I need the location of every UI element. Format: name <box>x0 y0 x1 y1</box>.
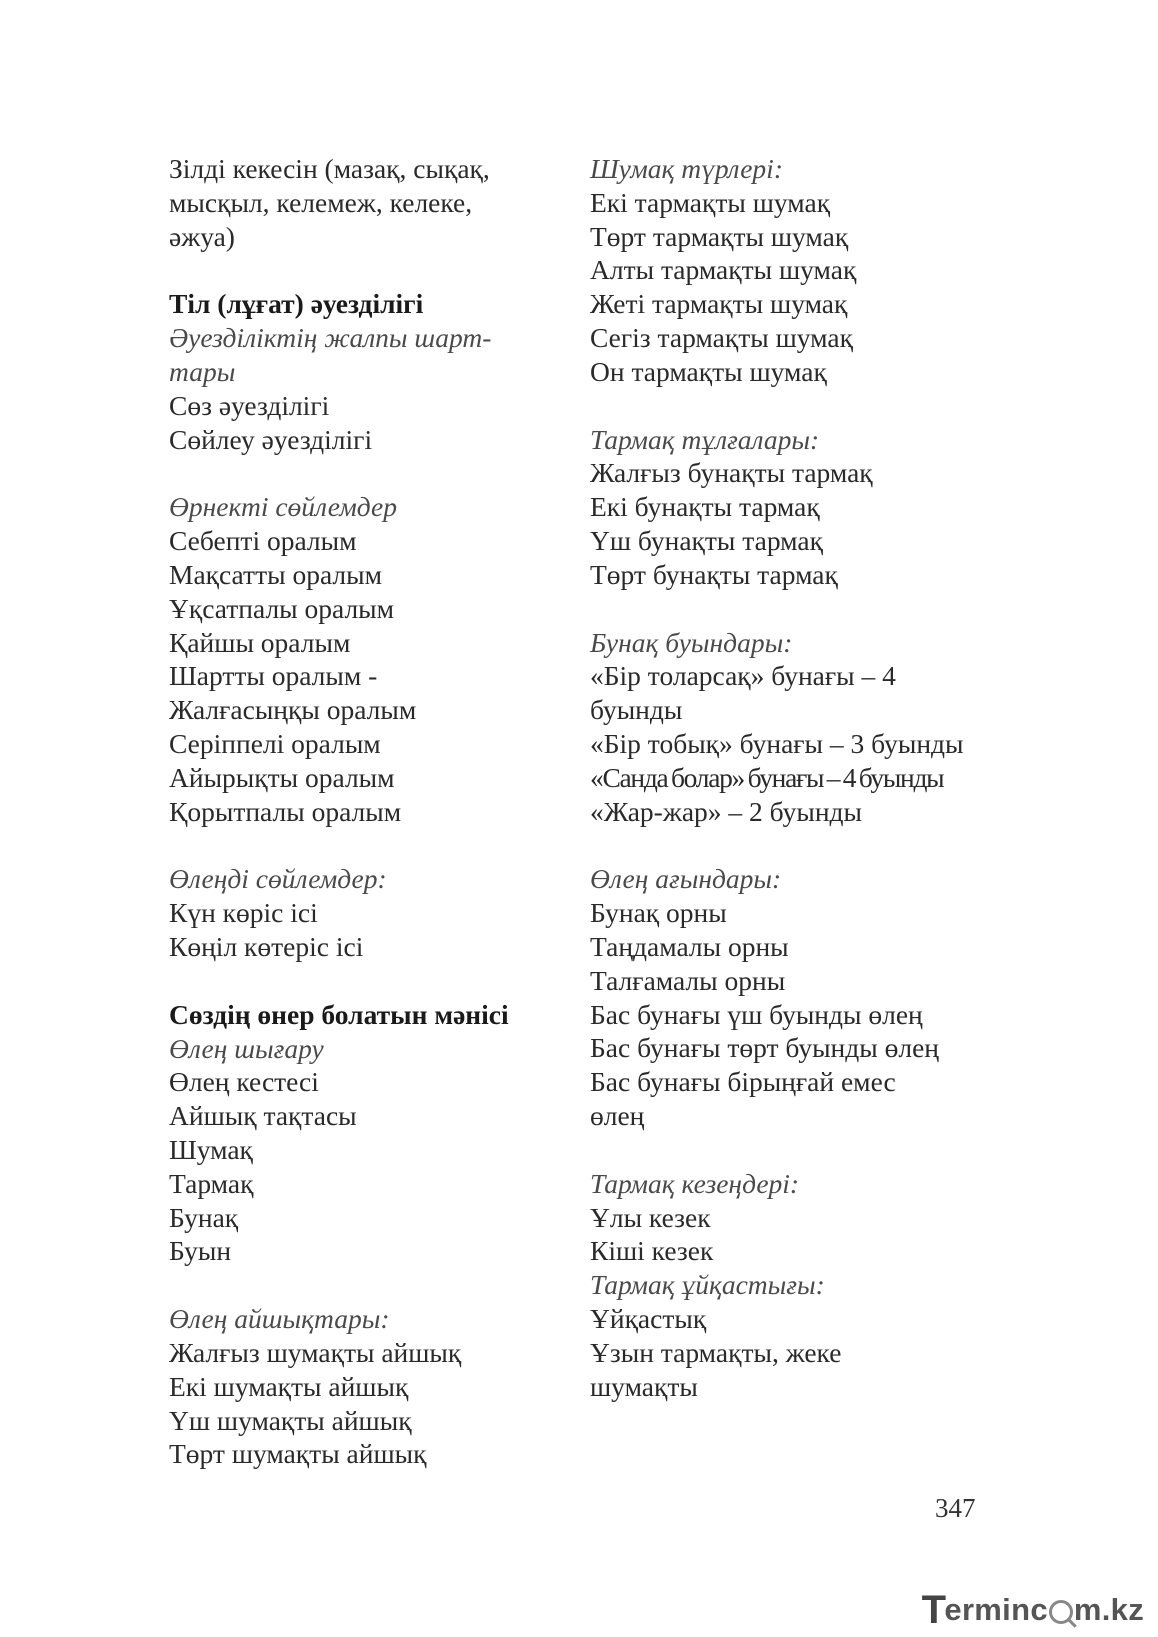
subsection-title: тары <box>169 355 236 387</box>
list-item: Төрт шумақты айшық <box>169 1438 427 1470</box>
list-item: буынды <box>590 694 683 726</box>
page-number: 347 <box>935 1493 976 1523</box>
subsection-title: Бунақ буындары: <box>590 626 793 658</box>
list-item: Жалғыз бунақты тармақ <box>590 457 873 489</box>
list-item: Ұқсатпалы оралым <box>169 592 395 624</box>
list-item: Ұзын тармақты, жеке <box>590 1336 842 1368</box>
list-item: Екі бунақты тармақ <box>590 491 820 523</box>
subsection-title: Тармақ ұйқастығы: <box>590 1269 825 1301</box>
list-item: Ұйқастық <box>590 1302 707 1334</box>
list-item: Жалғыз шумақты айшық <box>169 1336 462 1368</box>
list-item: Алты тармақты шумақ <box>590 254 857 286</box>
subsection-title: Өлең айшықтары: <box>169 1303 390 1335</box>
list-item: Серіппелі оралым <box>169 727 381 759</box>
left-column <box>169 152 549 1471</box>
list-item: «Жар-жар» – 2 буынды <box>590 795 863 827</box>
list-item: Мақсатты оралым <box>169 558 382 590</box>
list-item: Себепті оралым <box>169 525 357 557</box>
list-item: Сөз әуезділігі <box>169 389 330 421</box>
list-item: Көңіл көтеріс ісі <box>169 930 364 962</box>
list-item: Шумақ <box>169 1133 253 1165</box>
subsection-title: Шумақ түрлері: <box>590 153 783 184</box>
list-item: шумақты <box>590 1370 698 1402</box>
subsection-title: Өлең ағындары: <box>590 863 782 895</box>
subsection-title: Өлең шығару <box>169 1032 324 1064</box>
list-item: Жалғасыңқы оралым <box>169 694 417 726</box>
watermark-t: T <box>921 1587 947 1632</box>
list-item: Сөйлеу әуезділігі <box>169 423 373 455</box>
magnifier-icon <box>1049 1600 1073 1624</box>
text-line: мысқыл, келемеж, келеке, <box>169 186 473 218</box>
list-item: Талғамалы орны <box>590 964 786 996</box>
list-item: Қорытпалы оралым <box>169 795 402 827</box>
list-item: Өлең кестесі <box>169 1066 319 1098</box>
list-item: Буын <box>169 1235 232 1267</box>
list-item: Қайшы оралым <box>169 626 351 658</box>
list-item: Шартты оралым - <box>169 660 378 692</box>
section-heading: Тіл (лұғат) әуезділігі <box>169 288 424 320</box>
list-item: Жеті тармақты шумақ <box>590 288 848 320</box>
list-item: Айырықты оралым <box>169 761 395 793</box>
list-item: Сегіз тармақты шумақ <box>590 321 853 353</box>
list-item: Екі тармақты шумақ <box>590 186 831 218</box>
list-item: Бунақ <box>169 1201 239 1233</box>
right-column <box>590 152 1010 1403</box>
subsection-title: Өрнекті сөйлемдер <box>169 491 397 523</box>
list-item: Үш шумақты айшық <box>169 1404 412 1436</box>
subsection-title: Әуезділіктің жалпы шарт- <box>169 322 492 354</box>
subsection-title: Тармақ тұлғалары: <box>590 423 820 455</box>
subsection-title: Тармақ кезеңдері: <box>590 1167 800 1199</box>
list-item: Ұлы кезек <box>590 1201 711 1233</box>
watermark-text-b: m.kz <box>1073 1592 1144 1627</box>
list-item: «Бір толарсақ» бунағы – 4 <box>590 660 896 692</box>
text-line: Зілді кекесін (мазақ, сықақ, <box>169 153 490 184</box>
list-item: Айшық тақтасы <box>169 1100 357 1132</box>
list-item: Бас бунағы үш буынды өлең <box>590 998 923 1030</box>
list-item: Кіші кезек <box>590 1235 714 1267</box>
list-item: Бас бунағы төрт буынды өлең <box>590 1032 940 1064</box>
list-item: Бунақ орны <box>590 897 727 929</box>
list-item: Үш бунақты тармақ <box>590 524 823 556</box>
list-item: Төрт тармақты шумақ <box>590 220 849 252</box>
list-item: Екі шумақты айшық <box>169 1370 409 1402</box>
list-item: «Бір тобық» бунағы – 3 буынды <box>590 727 964 759</box>
section-heading: Сөздің өнер болатын мәнісі <box>169 998 509 1030</box>
list-item: Таңдамалы орны <box>590 930 789 962</box>
list-item: Күн көріс ісі <box>169 897 318 929</box>
watermark-text-a: erminc <box>944 1592 1048 1627</box>
list-item: Бас бунағы бірыңғай емес <box>590 1066 896 1098</box>
list-item: «Санда болар» бунағы – 4 буынды <box>590 761 944 793</box>
watermark-logo <box>921 1587 1144 1632</box>
list-item: өлең <box>590 1099 645 1131</box>
list-item: Тармақ <box>169 1167 254 1199</box>
subsection-title: Өлеңді сөйлемдер: <box>169 863 387 895</box>
list-item: Төрт бунақты тармақ <box>590 558 838 590</box>
list-item: Он тармақты шумақ <box>590 355 827 387</box>
text-line: әжуа) <box>169 220 235 252</box>
